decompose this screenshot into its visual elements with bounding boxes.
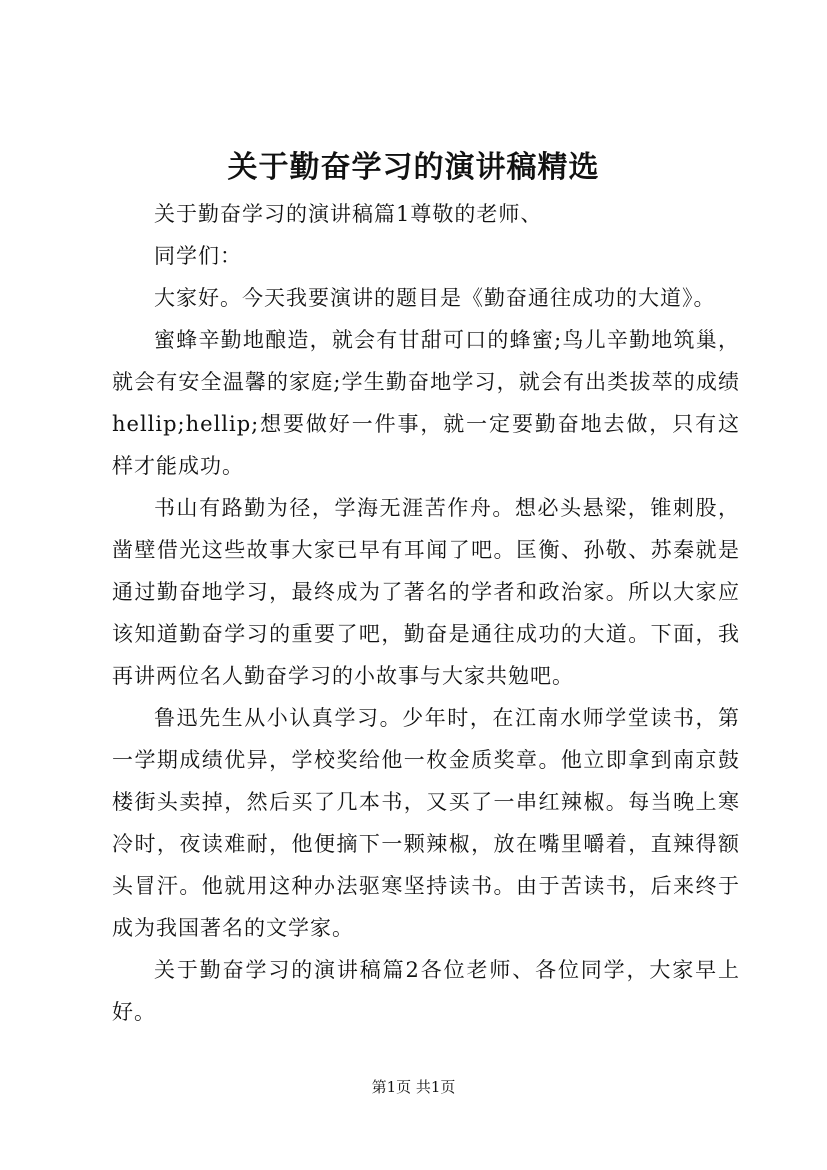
paragraph-1: 关于勤奋学习的演讲稿篇1尊敬的老师、 (154, 202, 543, 226)
paragraph-3: 大家好。今天我要演讲的题目是《勤奋通往成功的大道》。 (154, 286, 716, 310)
paragraph-2: 同学们： (154, 244, 242, 268)
paragraph-7: 关于勤奋学习的演讲稿篇2各位老师、各位同学，大家早上好。 (112, 958, 740, 1024)
paragraph-5: 书山有路勤为径，学海无涯苦作舟。想必头悬梁，锥刺股，凿壁借光这些故事大家已早有耳闻了吧。匡衡、孙敬、苏秦就是通过勤奋地学习，最终成为了著名的学者和政治家。所以大家应该知道勤奋学习的重要了吧，勤奋是通往成功的大道。下面，我再讲两位名人勤奋学习的小故事与大家共勉吧。 (112, 496, 740, 688)
paragraph-4: 蜜蜂辛勤地酿造，就会有甘甜可口的蜂蜜;鸟儿辛勤地筑巢，就会有安全温馨的家庭;学生勤奋地学习，就会有出类拔萃的成绩hellip;hellip;想要做好一件事，就一定要勤奋地去做，只有这样才能成功。 (112, 328, 740, 478)
document-title: 关于勤奋学习的演讲稿精选 (227, 150, 600, 185)
page-number-footer: 第1页 共1页 (371, 1078, 456, 1096)
document-body (112, 193, 740, 1033)
paragraph-6: 鲁迅先生从小认真学习。少年时，在江南水师学堂读书，第一学期成绩优异，学校奖给他一枚金质奖章。他立即拿到南京鼓楼街头卖掉，然后买了几本书，又买了一串红辣椒。每当晚上寒冷时，夜读难耐，他便摘下一颗辣椒，放在嘴里嚼着，直辣得额头冒汗。他就用这种办法驱寒坚持读书。由于苦读书，后来终于成为我国著名的文学家。 (112, 706, 740, 940)
